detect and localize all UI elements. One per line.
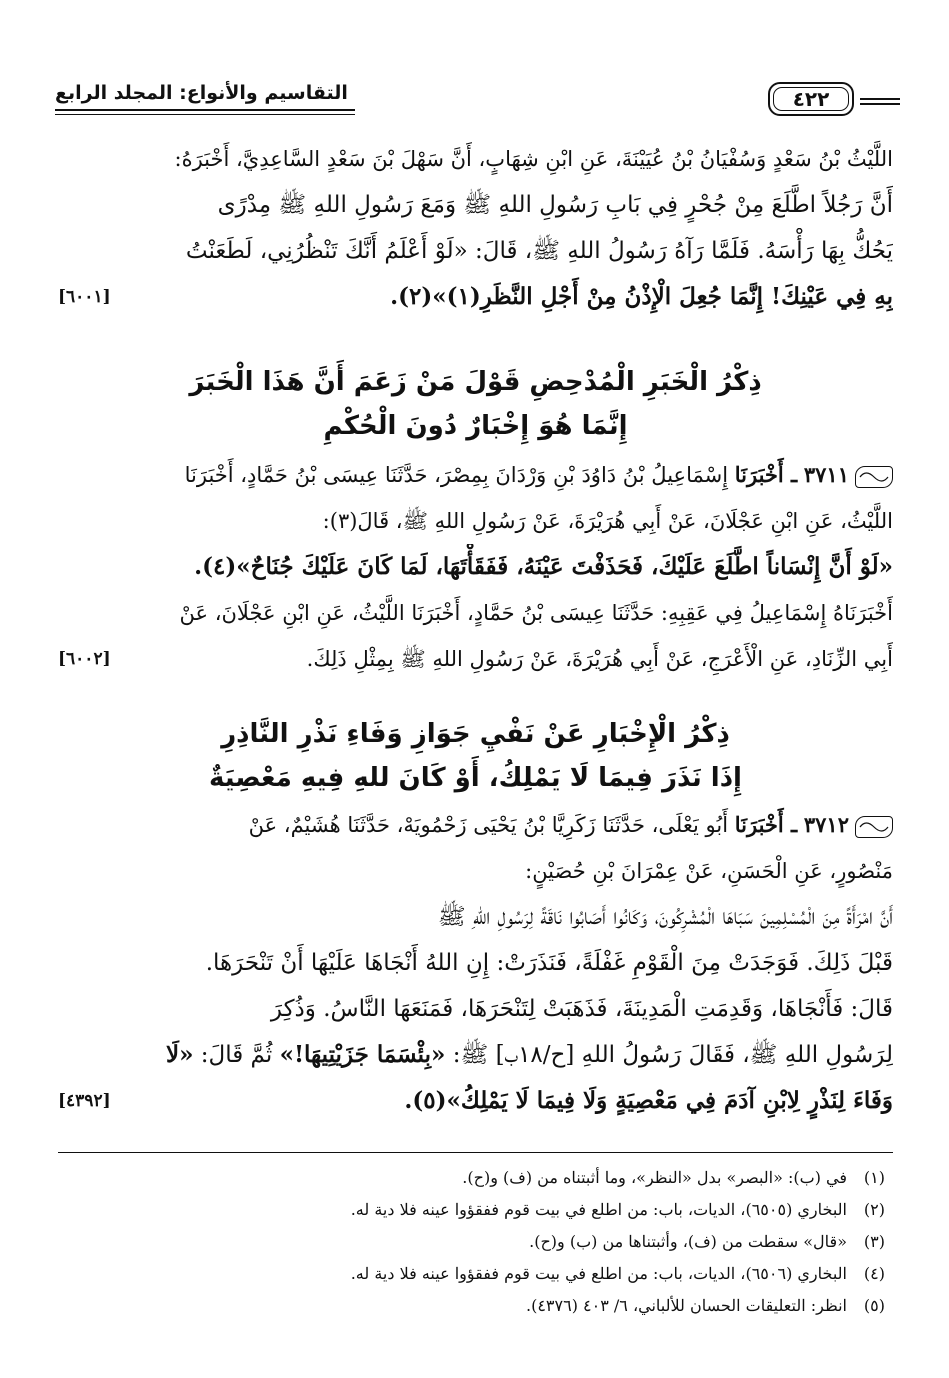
reference-number: [٦٠٠٢] [58, 649, 111, 669]
text-line: قَبْلَ ذَلِكَ. فَوَجَدَتْ مِنَ الْقَوْمِ غَفْلَةً، فَنَذَرَتْ: إِنِ اللهُ أَنْجَاهَا عَلَيْهَا أَنْ تَنْحَرَهَا. [205, 950, 893, 976]
text-line: اللَّيْثُ بْنُ سَعْدٍ وَسُفْيَانُ بْنُ عُيَيْنَةَ، عَنِ ابْنِ شِهَابٍ، أَنَّ سَهْلَ بْنَ سَعْدٍ السَّاعِدِيَّ، أَخْبَرَهُ: [174, 147, 893, 171]
hadith-badge-icon [855, 816, 893, 838]
hadith-quote: «بِئْسَمَا جَزَيْتِيهَا!» [279, 1041, 446, 1068]
footnote [95, 1196, 885, 1224]
hadith-badge-icon [855, 466, 893, 488]
footnote-number: (٣) [863, 1232, 885, 1251]
text-line: قَالَ: فَأَنْجَاهَا، وَقَدِمَتِ الْمَدِينَةَ، فَذَهَبَتْ لِتَنْحَرَهَا، فَمَنَعَهَا النَّاسُ. وَذُكِرَ [270, 996, 893, 1022]
section-heading [58, 712, 893, 800]
hadith-number: ٣٧١٢ [803, 812, 849, 837]
reference-number: [٤٣٩٢] [58, 1091, 111, 1111]
text-line: أَنَّ رَجُلاً اطَّلَعَ مِنْ جُحْرٍ فِي بَابِ رَسُولِ اللهِ ﷺ وَمَعَ رَسُولِ اللهِ ﷺ مِدْرًى [217, 192, 893, 218]
footnote [95, 1228, 885, 1256]
hadith-quote-start: «لَا [165, 1041, 194, 1068]
page-number-box [768, 82, 854, 116]
text-segment: لِرَسُولِ اللهِ ﷺ، فَقَالَ رَسُولُ اللهِ [ح/١٨ب] ﷺ: [452, 1042, 893, 1068]
isnad-text: إِسْمَاعِيلُ بْنُ دَاوُدَ بْنِ وَرْدَانَ بِمِصْرَ، حَدَّثَنَا عِيسَى بْنُ حَمَّادٍ، أَخْبَرَنَا [184, 463, 729, 487]
text-line: بِهِ فِي عَيْنِكَ! إِنَّمَا جُعِلَ الْإِذْنُ مِنْ أَجْلِ النَّظَرِ(١)»(٢). [390, 283, 893, 310]
hadith-3711 [58, 452, 893, 682]
text-line: مَنْصُورٍ، عَنِ الْحَسَنِ، عَنْ عِمْرَانَ بْنِ حُصَيْنٍ: [525, 859, 893, 883]
section-heading [58, 360, 893, 448]
text-line: يَحُكُّ بِهَا رَأْسَهُ. فَلَمَّا رَآهُ رَسُولُ اللهِ ﷺ، قَالَ: «لَوْ أَعْلَمُ أَنَّكَ تَنْظُرُنِي، لَطَعَنْتُ [185, 238, 893, 264]
footnote-text: «قال» سقطت من (ف)، وأثبتناها من (ب) و(ح). [529, 1232, 847, 1251]
page-number: ٤٢٢ [792, 87, 830, 111]
footnote-separator [58, 1152, 893, 1153]
hadith-3712 [58, 802, 893, 1124]
footnote-number: (٥) [863, 1296, 885, 1315]
footnote-text: البخاري (٦٥٠٥)، الديات، باب: من اطلع في بيت قوم ففقؤوا عينه فلا دية له. [350, 1200, 847, 1219]
text-line: أَنَّ امْرَأَةً مِنَ الْمُسْلِمِينَ سَبَاهَا الْمُشْرِكُونَ، وَكَانُوا أَصَابُوا نَاقَةً لِرَسُولِ اللهِ ﷺ [437, 904, 893, 930]
hadith-number: ٣٧١١ [803, 462, 849, 487]
footnote-text: في (ب): «البصر» بدل «النظر»، وما أثبتناه من (ف) و(ح). [462, 1168, 847, 1187]
heading-line: ذِكْرُ الْإِخْبَارِ عَنْ نَفْيِ جَوَازِ وَفَاءِ نَذْرِ النَّاذِرِ [221, 719, 730, 749]
akhbarana-label: ـ أَخْبَرَنَا [734, 812, 798, 837]
heading-line: ذِكْرُ الْخَبَرِ الْمُدْحِضِ قَوْلَ مَنْ زَعَمَ أَنَّ هَذَا الْخَبَرَ [189, 367, 762, 397]
text-line: أَخْبَرَنَاهُ إِسْمَاعِيلُ فِي عَقِبِهِ: حَدَّثَنَا عِيسَى بْنُ حَمَّادٍ، أَخْبَرَنَا اللَّيْثُ، عَنِ ابْنِ عَجْلَانَ، عَنْ [179, 601, 893, 625]
text-line: اللَّيْثُ، عَنِ ابْنِ عَجْلَانَ، عَنْ أَبِي هُرَيْرَةَ، عَنْ رَسُولِ اللهِ ﷺ، قَالَ(٣): [322, 509, 893, 533]
running-header [55, 82, 900, 122]
intro-hadith [58, 136, 893, 320]
heading-line: إِنَّمَا هُوَ إِخْبَارٌ دُونَ الْحُكْمِ [323, 411, 628, 441]
reference-number: [٦٠٠١] [58, 287, 111, 307]
akhbarana-label: ـ أَخْبَرَنَا [734, 462, 798, 487]
text-segment: ثُمَّ قَالَ: [200, 1042, 273, 1068]
header-rule-thin [55, 114, 355, 115]
header-title: التقاسيم والأنواع: المجلد الرابع [55, 82, 348, 104]
footnote-number: (٢) [863, 1200, 885, 1219]
hadith-matn: وَفَاءَ لِنَذْرٍ لِابْنِ آدَمَ فِي مَعْصِيَةٍ وَلَا فِيمَا لَا يَمْلِكُ»(٥). [404, 1087, 893, 1114]
heading-line: إِذَا نَذَرَ فِيمَا لَا يَمْلِكُ، أَوْ كَانَ للهِ فِيهِ مَعْصِيَةٌ [209, 763, 742, 793]
text-line: أَبِي الزِّنَادِ، عَنِ الْأَعْرَجِ، عَنْ أَبِي هُرَيْرَةَ، عَنْ رَسُولِ اللهِ ﷺ بِمِثْلِ ذَلِكَ. [306, 647, 893, 671]
footnote-text: البخاري (٦٥٠٦)، الديات، باب: من اطلع في بيت قوم ففقؤوا عينه فلا دية له. [350, 1264, 847, 1283]
hadith-matn: «لَوْ أَنَّ إِنْسَاناً اطَّلَعَ عَلَيْكَ، فَحَذَفْتَ عَيْنَهُ، فَفَقَأْتَهَا، لَمَا كَانَ عَلَيْكَ جُنَاحٌ»(٤). [194, 553, 893, 580]
isnad-text: أَبُو يَعْلَى، حَدَّثَنَا زَكَرِيَّا بْنُ يَحْيَى زَحْمُويَهْ، حَدَّثَنَا هُشَيْمٌ، عَنْ [248, 813, 729, 837]
footnote [95, 1292, 885, 1320]
footnote-number: (١) [863, 1168, 885, 1187]
header-ornament [860, 98, 900, 106]
footnote-text: انظر: التعليقات الحسان للألباني، ٦/ ٤٠٣ (٤٣٧٦). [526, 1296, 847, 1315]
footnote [95, 1260, 885, 1288]
footnote-number: (٤) [863, 1264, 885, 1283]
footnote [95, 1164, 885, 1192]
header-rule [55, 109, 355, 111]
